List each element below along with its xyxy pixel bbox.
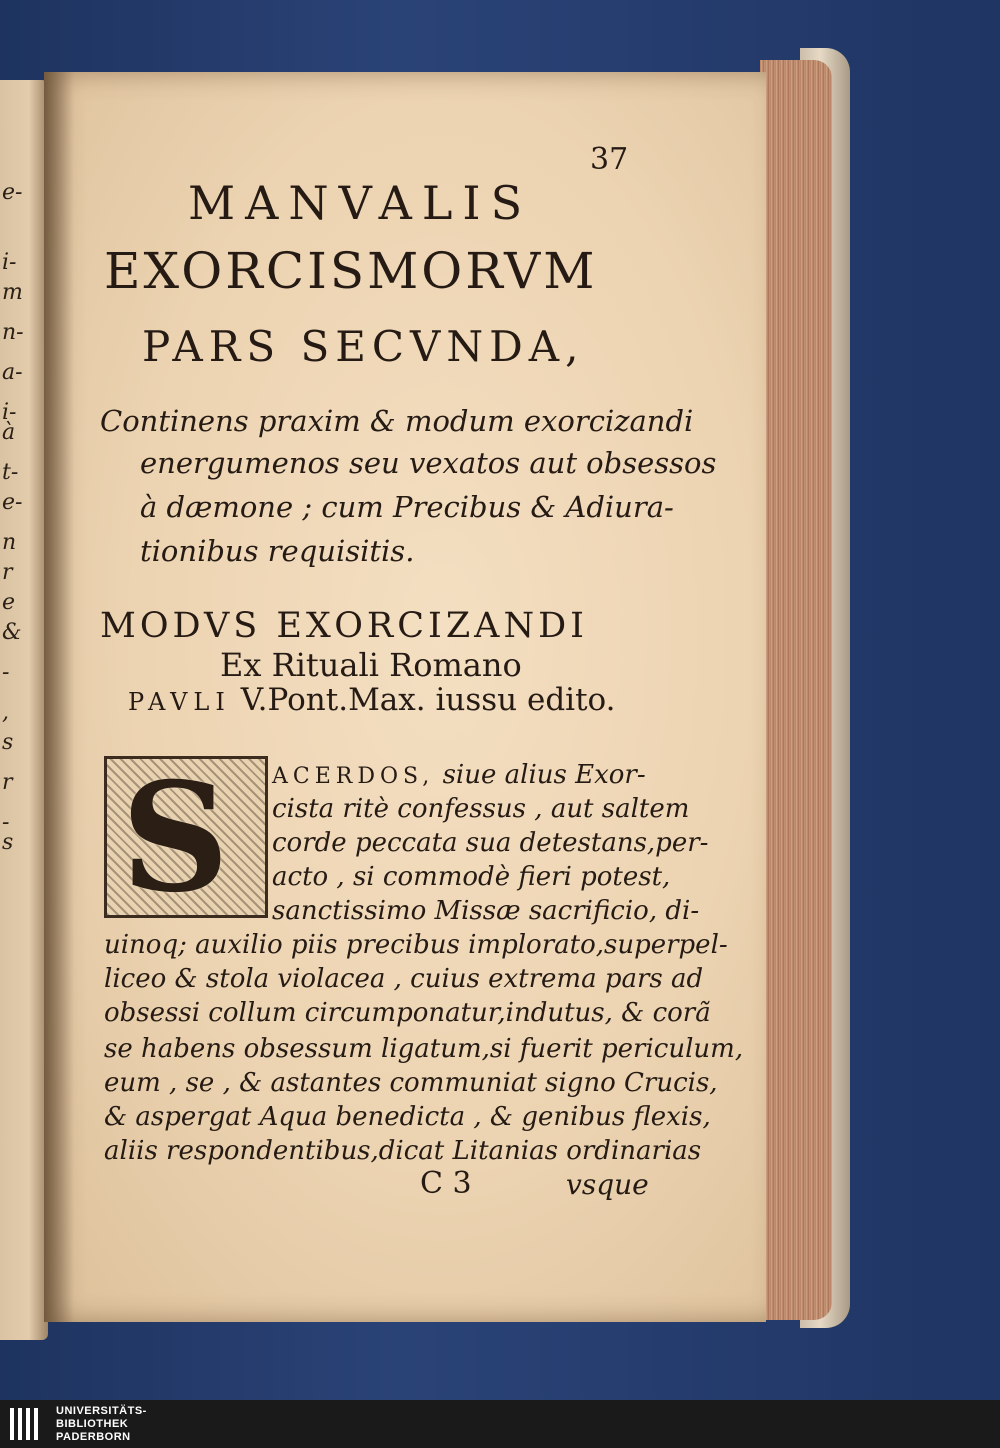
body-line: sanctissimo Missæ sacrificio, di- bbox=[272, 896, 700, 926]
left-page-fragment-text: i- bbox=[2, 400, 17, 425]
left-page-fragment-text: n bbox=[2, 530, 17, 555]
left-page-fragment-text: t- bbox=[2, 460, 19, 485]
body-first-smallcaps: ACERDOS, bbox=[272, 764, 435, 789]
library-name-line: BIBLIOTHEK bbox=[56, 1418, 129, 1430]
title-line-3: PARS SECVNDA, bbox=[142, 322, 585, 371]
library-footer bbox=[0, 1400, 1000, 1448]
body-line: uinoq; auxilio piis precibus implorato,superpel- bbox=[104, 930, 728, 960]
left-page-fragment-text: n- bbox=[2, 320, 24, 345]
body-line: acto , si commodè fieri potest, bbox=[272, 862, 671, 892]
section-subheading-2 bbox=[128, 682, 616, 718]
body-line: corde peccata sua detestans,per- bbox=[272, 828, 709, 858]
body-line: obsessi collum circumponatur,indutus, & corã bbox=[104, 998, 711, 1028]
left-page-fragment-text: e- bbox=[2, 490, 23, 515]
subtitle-line-1: Continens praxim & modum exorcizandi bbox=[100, 404, 694, 438]
body-line: eum , se , & astantes communiat signo Crucis, bbox=[104, 1068, 718, 1098]
left-page-fragment-text: e- bbox=[2, 180, 23, 205]
section-smallcaps: PAVLI bbox=[128, 688, 231, 716]
left-page-fragment-text: i- bbox=[2, 250, 17, 275]
page-edges bbox=[760, 60, 832, 1320]
subtitle-line-4: tionibus requisitis. bbox=[140, 534, 415, 568]
subtitle-line-3: à dæmone ; cum Precibus & Adiura- bbox=[140, 490, 674, 524]
catchword: vsque bbox=[566, 1168, 649, 1201]
body-line-1 bbox=[272, 760, 646, 790]
left-page-fragment-text: s bbox=[2, 730, 14, 755]
left-page-fragment-text: m bbox=[2, 280, 23, 305]
left-page-fragment bbox=[0, 80, 48, 1340]
left-page-fragment-text: à bbox=[2, 420, 16, 445]
body-line: cista ritè confessus , aut saltem bbox=[272, 794, 690, 824]
left-page-fragment-text: & bbox=[2, 620, 22, 645]
left-page-fragment-text: r bbox=[2, 560, 13, 585]
library-name bbox=[56, 1405, 147, 1444]
body-line: se habens obsessum ligatum,si fuerit periculum, bbox=[104, 1034, 744, 1064]
library-logo-icon bbox=[10, 1408, 44, 1440]
body-line: & aspergat Aqua benedicta , & genibus flexis, bbox=[104, 1102, 711, 1132]
title-line-2: EXORCISMORVM bbox=[104, 242, 598, 300]
library-name-line: UNIVERSITÄTS- bbox=[56, 1405, 147, 1417]
left-page-fragment-text: , bbox=[2, 700, 9, 725]
body-first-rest: siue alius Exor- bbox=[434, 760, 646, 790]
left-page-fragment-text: a- bbox=[2, 360, 23, 385]
gutter-shadow bbox=[44, 72, 74, 1322]
left-page-fragment-text: s bbox=[2, 830, 14, 855]
section-heading: MODVS EXORCIZANDI bbox=[100, 606, 588, 646]
signature-mark: C 3 bbox=[420, 1166, 472, 1201]
left-page-fragment-text: - bbox=[2, 810, 10, 835]
left-page-fragment-text: e bbox=[2, 590, 16, 615]
title-line-1: MANVALIS bbox=[188, 176, 533, 230]
subtitle-line-2: energumenos seu vexatos aut obsessos bbox=[140, 446, 717, 480]
left-page-fragment-text: r bbox=[2, 770, 13, 795]
section-subheading-1: Ex Rituali Romano bbox=[220, 646, 522, 684]
left-page-fragment-text: - bbox=[2, 660, 10, 685]
initial-letter: S bbox=[121, 750, 230, 926]
decorated-initial bbox=[104, 750, 268, 926]
section-sub2-rest: V.Pont.Max. iussu edito. bbox=[230, 682, 616, 718]
body-line: aliis respondentibus,dicat Litanias ordinarias bbox=[104, 1136, 702, 1166]
body-line: liceo & stola violacea , cuius extrema pars ad bbox=[104, 964, 704, 994]
page-number: 37 bbox=[590, 142, 629, 177]
library-name-line: PADERBORN bbox=[56, 1431, 131, 1443]
